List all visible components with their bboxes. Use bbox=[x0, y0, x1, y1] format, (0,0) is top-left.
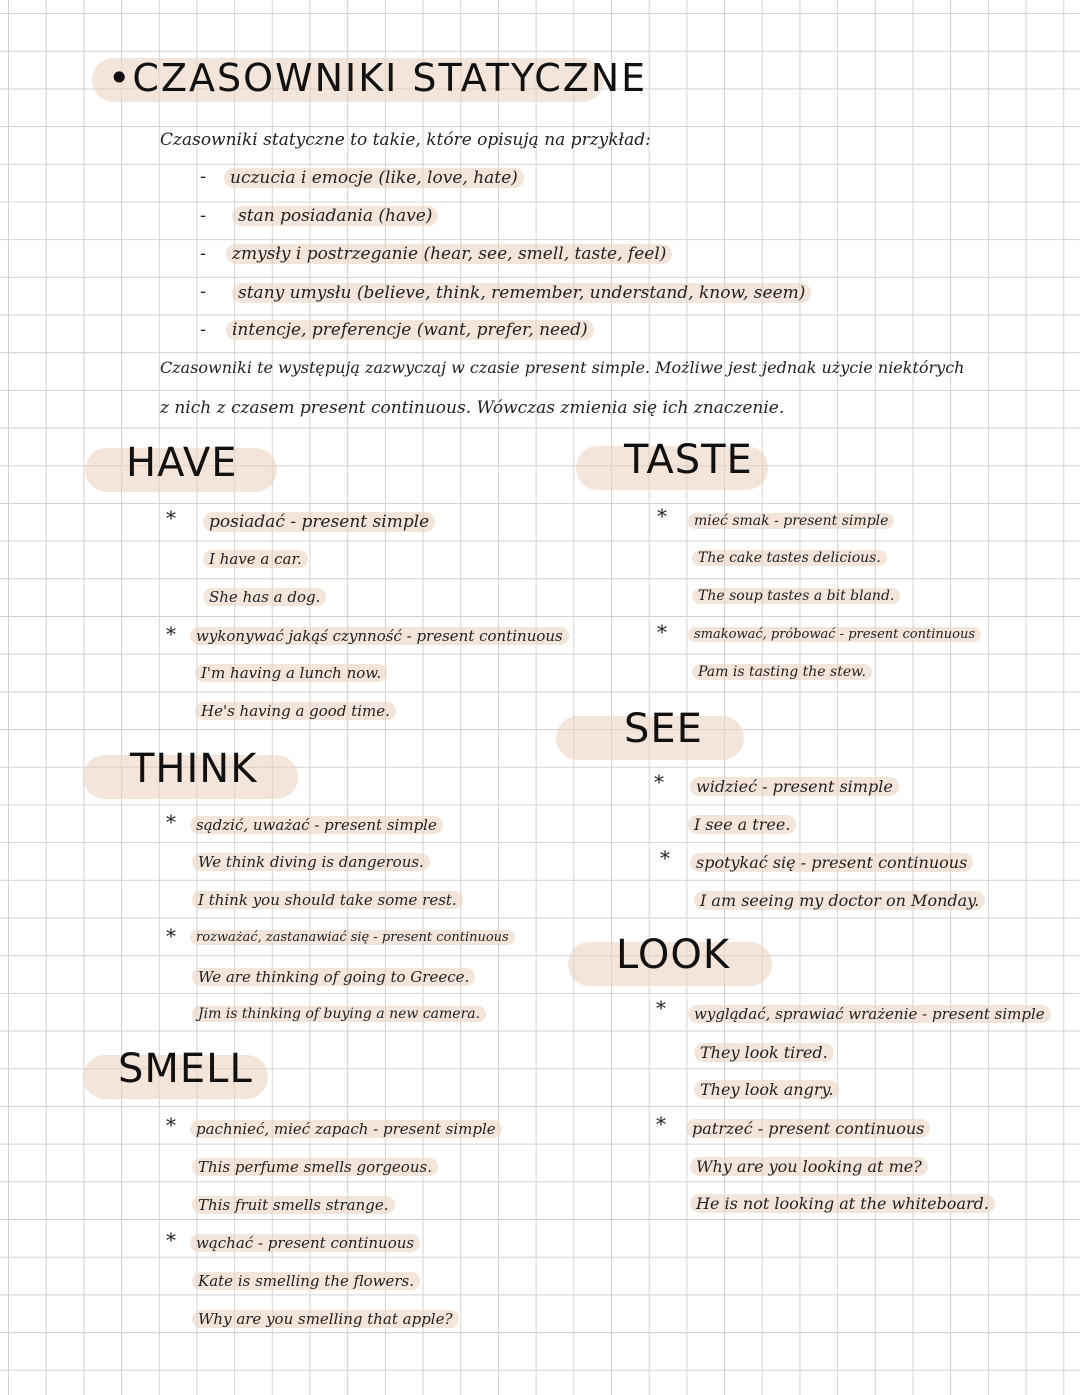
think-example: We think diving is dangerous. bbox=[192, 853, 430, 871]
asterisk-bullet: * bbox=[166, 506, 176, 530]
have-example: I have a car. bbox=[203, 550, 308, 568]
have-example: She has a dog. bbox=[203, 588, 326, 606]
intro-note-2: z nich z czasem present continuous. Wówczas zmienia się ich znaczenie. bbox=[160, 398, 785, 418]
look-example: Why are you looking at me? bbox=[690, 1157, 928, 1176]
intro-item: stan posiadania (have) bbox=[232, 206, 438, 226]
asterisk-bullet: * bbox=[166, 924, 176, 948]
taste-example: The cake tastes delicious. bbox=[692, 550, 887, 566]
look-example: He is not looking at the whiteboard. bbox=[690, 1194, 995, 1213]
look-sense-1: wyglądać, sprawiać wrażenie - present simple bbox=[688, 1005, 1051, 1023]
intro-note-1: Czasowniki te występują zazwyczaj w czasie present simple. Możliwe jest jednak użycie niektórych bbox=[160, 358, 965, 377]
intro-lead: Czasowniki statyczne to takie, które opisują na przykład: bbox=[160, 130, 651, 150]
asterisk-bullet: * bbox=[656, 1112, 666, 1136]
asterisk-bullet: * bbox=[166, 1113, 176, 1137]
smell-example: Kate is smelling the flowers. bbox=[192, 1272, 420, 1290]
think-heading: THINK bbox=[130, 746, 258, 792]
have-sense-1: posiadać - present simple bbox=[203, 512, 435, 532]
taste-example: The soup tastes a bit bland. bbox=[692, 588, 900, 604]
see-sense-2: spotykać się - present continuous bbox=[690, 853, 973, 872]
asterisk-bullet: * bbox=[657, 504, 667, 528]
asterisk-bullet: * bbox=[654, 770, 664, 794]
asterisk-bullet: * bbox=[660, 846, 670, 870]
intro-item: intencje, preferencje (want, prefer, need) bbox=[226, 320, 594, 340]
dash-bullet: - bbox=[200, 319, 207, 340]
page-title: •CZASOWNIKI STATYCZNE bbox=[108, 56, 648, 100]
intro-item: uczucia i emocje (like, love, hate) bbox=[224, 168, 524, 188]
see-heading: SEE bbox=[624, 706, 703, 752]
look-example: They look angry. bbox=[694, 1080, 839, 1099]
look-heading: LOOK bbox=[616, 932, 731, 978]
asterisk-bullet: * bbox=[166, 810, 176, 834]
intro-item: zmysły i postrzeganie (hear, see, smell, taste, feel) bbox=[226, 244, 672, 264]
have-example: He's having a good time. bbox=[195, 702, 396, 720]
asterisk-bullet: * bbox=[657, 620, 667, 644]
smell-example: Why are you smelling that apple? bbox=[192, 1310, 459, 1328]
dash-bullet: - bbox=[200, 166, 207, 187]
smell-example: This fruit smells strange. bbox=[192, 1196, 395, 1214]
taste-sense-1: mieć smak - present simple bbox=[688, 513, 894, 529]
have-heading: HAVE bbox=[126, 440, 238, 486]
smell-example: This perfume smells gorgeous. bbox=[192, 1158, 438, 1176]
look-example: They look tired. bbox=[694, 1043, 834, 1062]
think-example: We are thinking of going to Greece. bbox=[192, 968, 475, 986]
have-sense-2: wykonywać jakąś czynność - present continuous bbox=[190, 627, 569, 645]
asterisk-bullet: * bbox=[656, 996, 666, 1020]
see-sense-1: widzieć - present simple bbox=[690, 777, 899, 796]
think-sense-1: sądzić, uważać - present simple bbox=[190, 816, 443, 834]
smell-heading: SMELL bbox=[118, 1046, 253, 1092]
see-example: I see a tree. bbox=[688, 815, 796, 834]
think-example: I think you should take some rest. bbox=[192, 891, 463, 909]
smell-sense-2: wąchać - present continuous bbox=[190, 1234, 420, 1252]
intro-item: stany umysłu (believe, think, remember, understand, know, seem) bbox=[232, 283, 811, 303]
think-example: Jim is thinking of buying a new camera. bbox=[192, 1006, 486, 1022]
taste-heading: TASTE bbox=[624, 437, 753, 483]
smell-sense-1: pachnieć, mieć zapach - present simple bbox=[190, 1120, 502, 1138]
dash-bullet: - bbox=[200, 205, 207, 226]
look-sense-2: patrzeć - present continuous bbox=[686, 1119, 930, 1138]
see-example: I am seeing my doctor on Monday. bbox=[694, 891, 985, 910]
asterisk-bullet: * bbox=[166, 1228, 176, 1252]
have-example: I'm having a lunch now. bbox=[195, 664, 387, 682]
think-sense-2: rozważać, zastanawiać się - present continuous bbox=[190, 930, 515, 945]
asterisk-bullet: * bbox=[166, 622, 176, 646]
taste-sense-2: smakować, próbować - present continuous bbox=[688, 627, 981, 642]
dash-bullet: - bbox=[200, 281, 207, 302]
dash-bullet: - bbox=[200, 243, 207, 264]
taste-example: Pam is tasting the stew. bbox=[692, 664, 872, 680]
